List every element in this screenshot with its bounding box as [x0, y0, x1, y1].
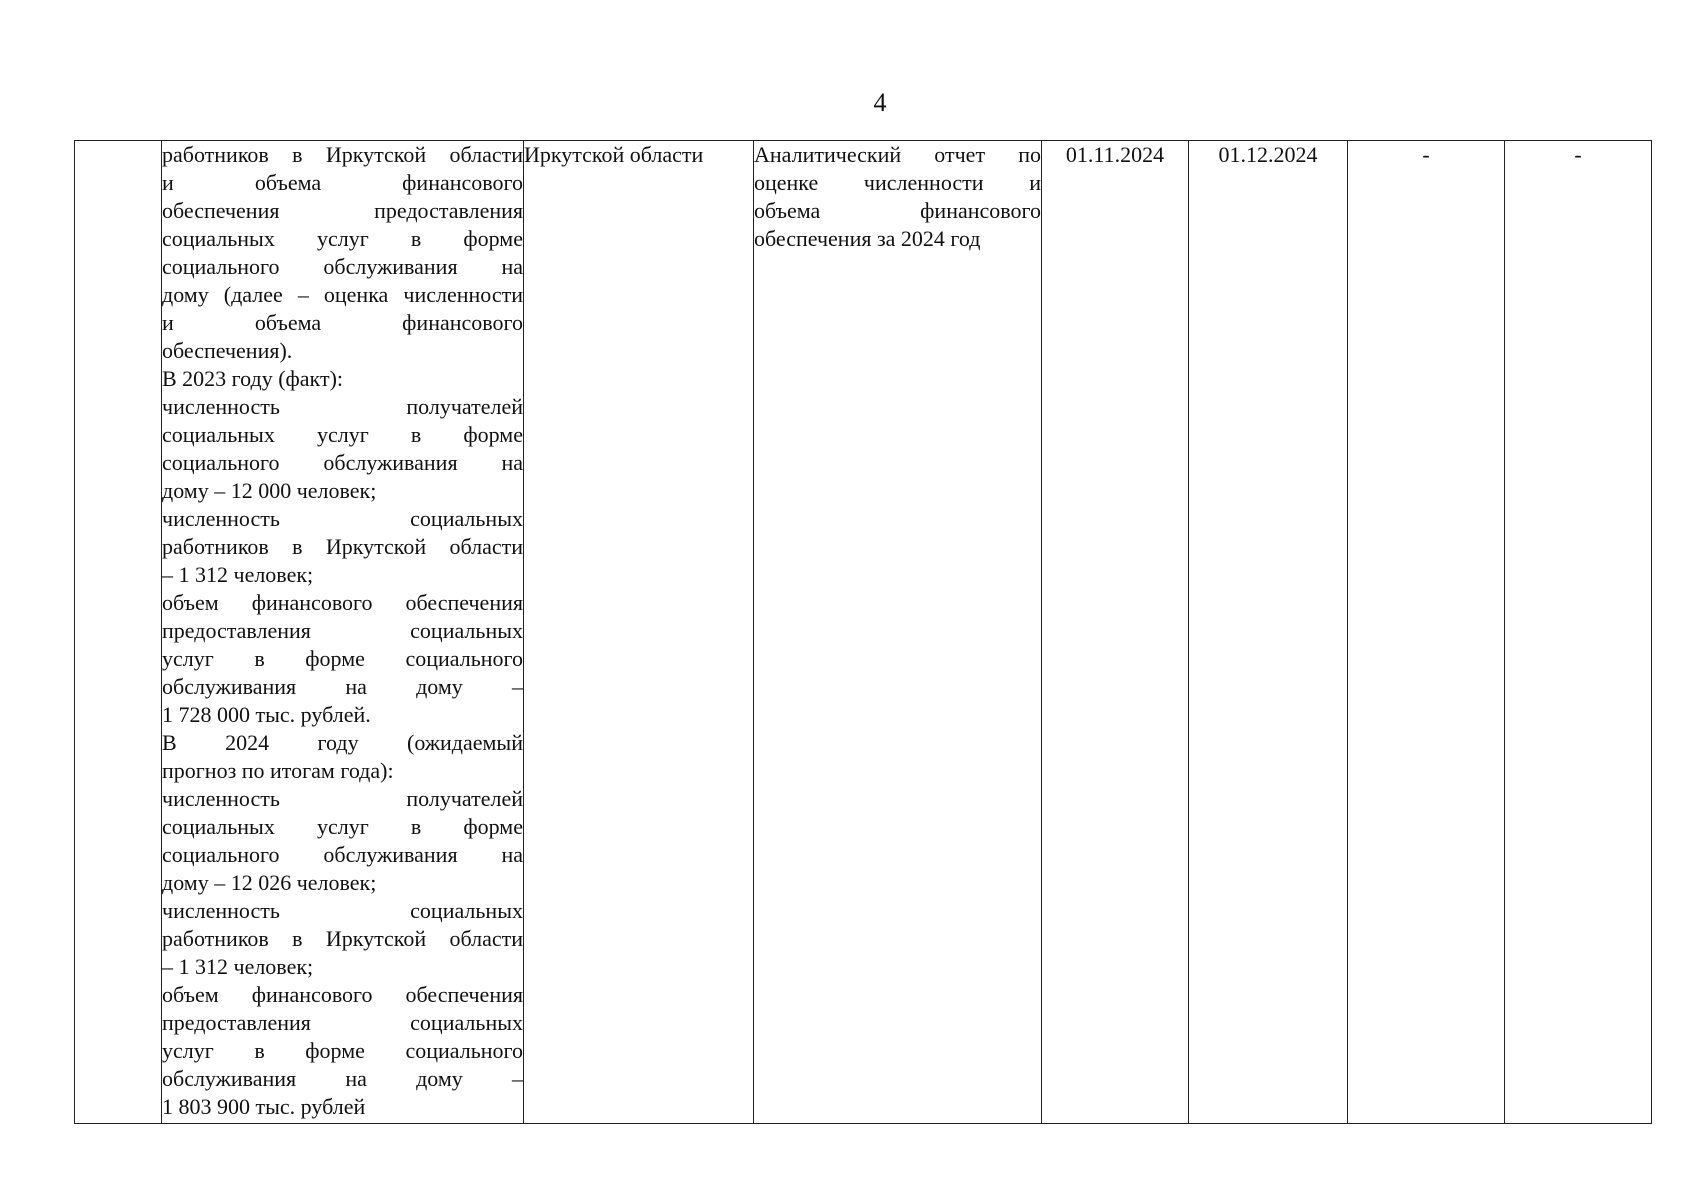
end-date: 01.12.2024 [1218, 142, 1318, 167]
plan-table [74, 140, 1652, 1124]
text-line: – 1 312 человек; [162, 562, 314, 587]
text-line: социальных услуг в форме [162, 422, 523, 447]
text-line: работников в Иркутской области [162, 142, 523, 167]
text-line: обслуживания на дому – [162, 1066, 523, 1091]
number-cell [75, 141, 162, 1124]
text-line: численность социальных [162, 506, 523, 531]
text-line: 1 728 000 тыс. рублей. [162, 702, 371, 727]
text-line: услуг в форме социального [162, 1038, 523, 1063]
column-8-value: - [1422, 142, 1430, 167]
text-line: численность социальных [162, 898, 523, 923]
text-line: объем финансового обеспечения [162, 590, 523, 615]
page-number: 4 [873, 88, 887, 117]
text-line: и объема финансового [162, 170, 523, 195]
table-row [75, 141, 1652, 1124]
column-8-cell [1348, 141, 1505, 1124]
text-line: предоставления социальных [162, 618, 523, 643]
text-line: социального обслуживания на [162, 450, 523, 475]
text-line: социального обслуживания на [162, 842, 523, 867]
text-line: работников в Иркутской области [162, 534, 523, 559]
text-line: и объема финансового [162, 310, 523, 335]
text-line: 1 803 900 тыс. рублей [162, 1094, 366, 1119]
text-line: социальных услуг в форме [162, 226, 523, 251]
text-line: дому (далее – оценка численности [162, 282, 523, 307]
text-line: предоставления социальных [162, 1010, 523, 1035]
description-text [162, 141, 523, 1121]
text-line: Аналитический отчет по [754, 142, 1041, 167]
column-9-value: - [1574, 142, 1582, 167]
description-cell [162, 141, 524, 1124]
text-line: работников в Иркутской области [162, 926, 523, 951]
text-line: социальных услуг в форме [162, 814, 523, 839]
text-line: обслуживания на дому – [162, 674, 523, 699]
text-line: объема финансового [754, 198, 1041, 223]
result-cell [754, 141, 1042, 1124]
text-line: прогноз по итогам года): [162, 758, 394, 783]
text-line: В 2023 году (факт): [162, 366, 344, 391]
responsible-cell [524, 141, 754, 1124]
responsible-text: Иркутской области [524, 142, 704, 167]
text-line: оценке численности и [754, 170, 1041, 195]
start-date-cell [1042, 141, 1189, 1124]
text-line: – 1 312 человек; [162, 954, 314, 979]
text-line: объем финансового обеспечения [162, 982, 523, 1007]
start-date: 01.11.2024 [1065, 142, 1165, 167]
text-line: обеспечения). [162, 338, 293, 363]
text-line: обеспечения за 2024 год [754, 226, 981, 251]
text-line: услуг в форме социального [162, 646, 523, 671]
text-line: численность получателей [162, 394, 523, 419]
text-line: социального обслуживания на [162, 254, 523, 279]
end-date-cell [1189, 141, 1348, 1124]
text-line: обеспечения предоставления [162, 198, 523, 223]
text-line: дому – 12 026 человек; [162, 870, 377, 895]
text-line: численность получателей [162, 786, 523, 811]
text-line: В 2024 году (ожидаемый [162, 730, 523, 755]
column-9-cell [1505, 141, 1652, 1124]
result-text [754, 141, 1041, 253]
text-line: дому – 12 000 человек; [162, 478, 377, 503]
